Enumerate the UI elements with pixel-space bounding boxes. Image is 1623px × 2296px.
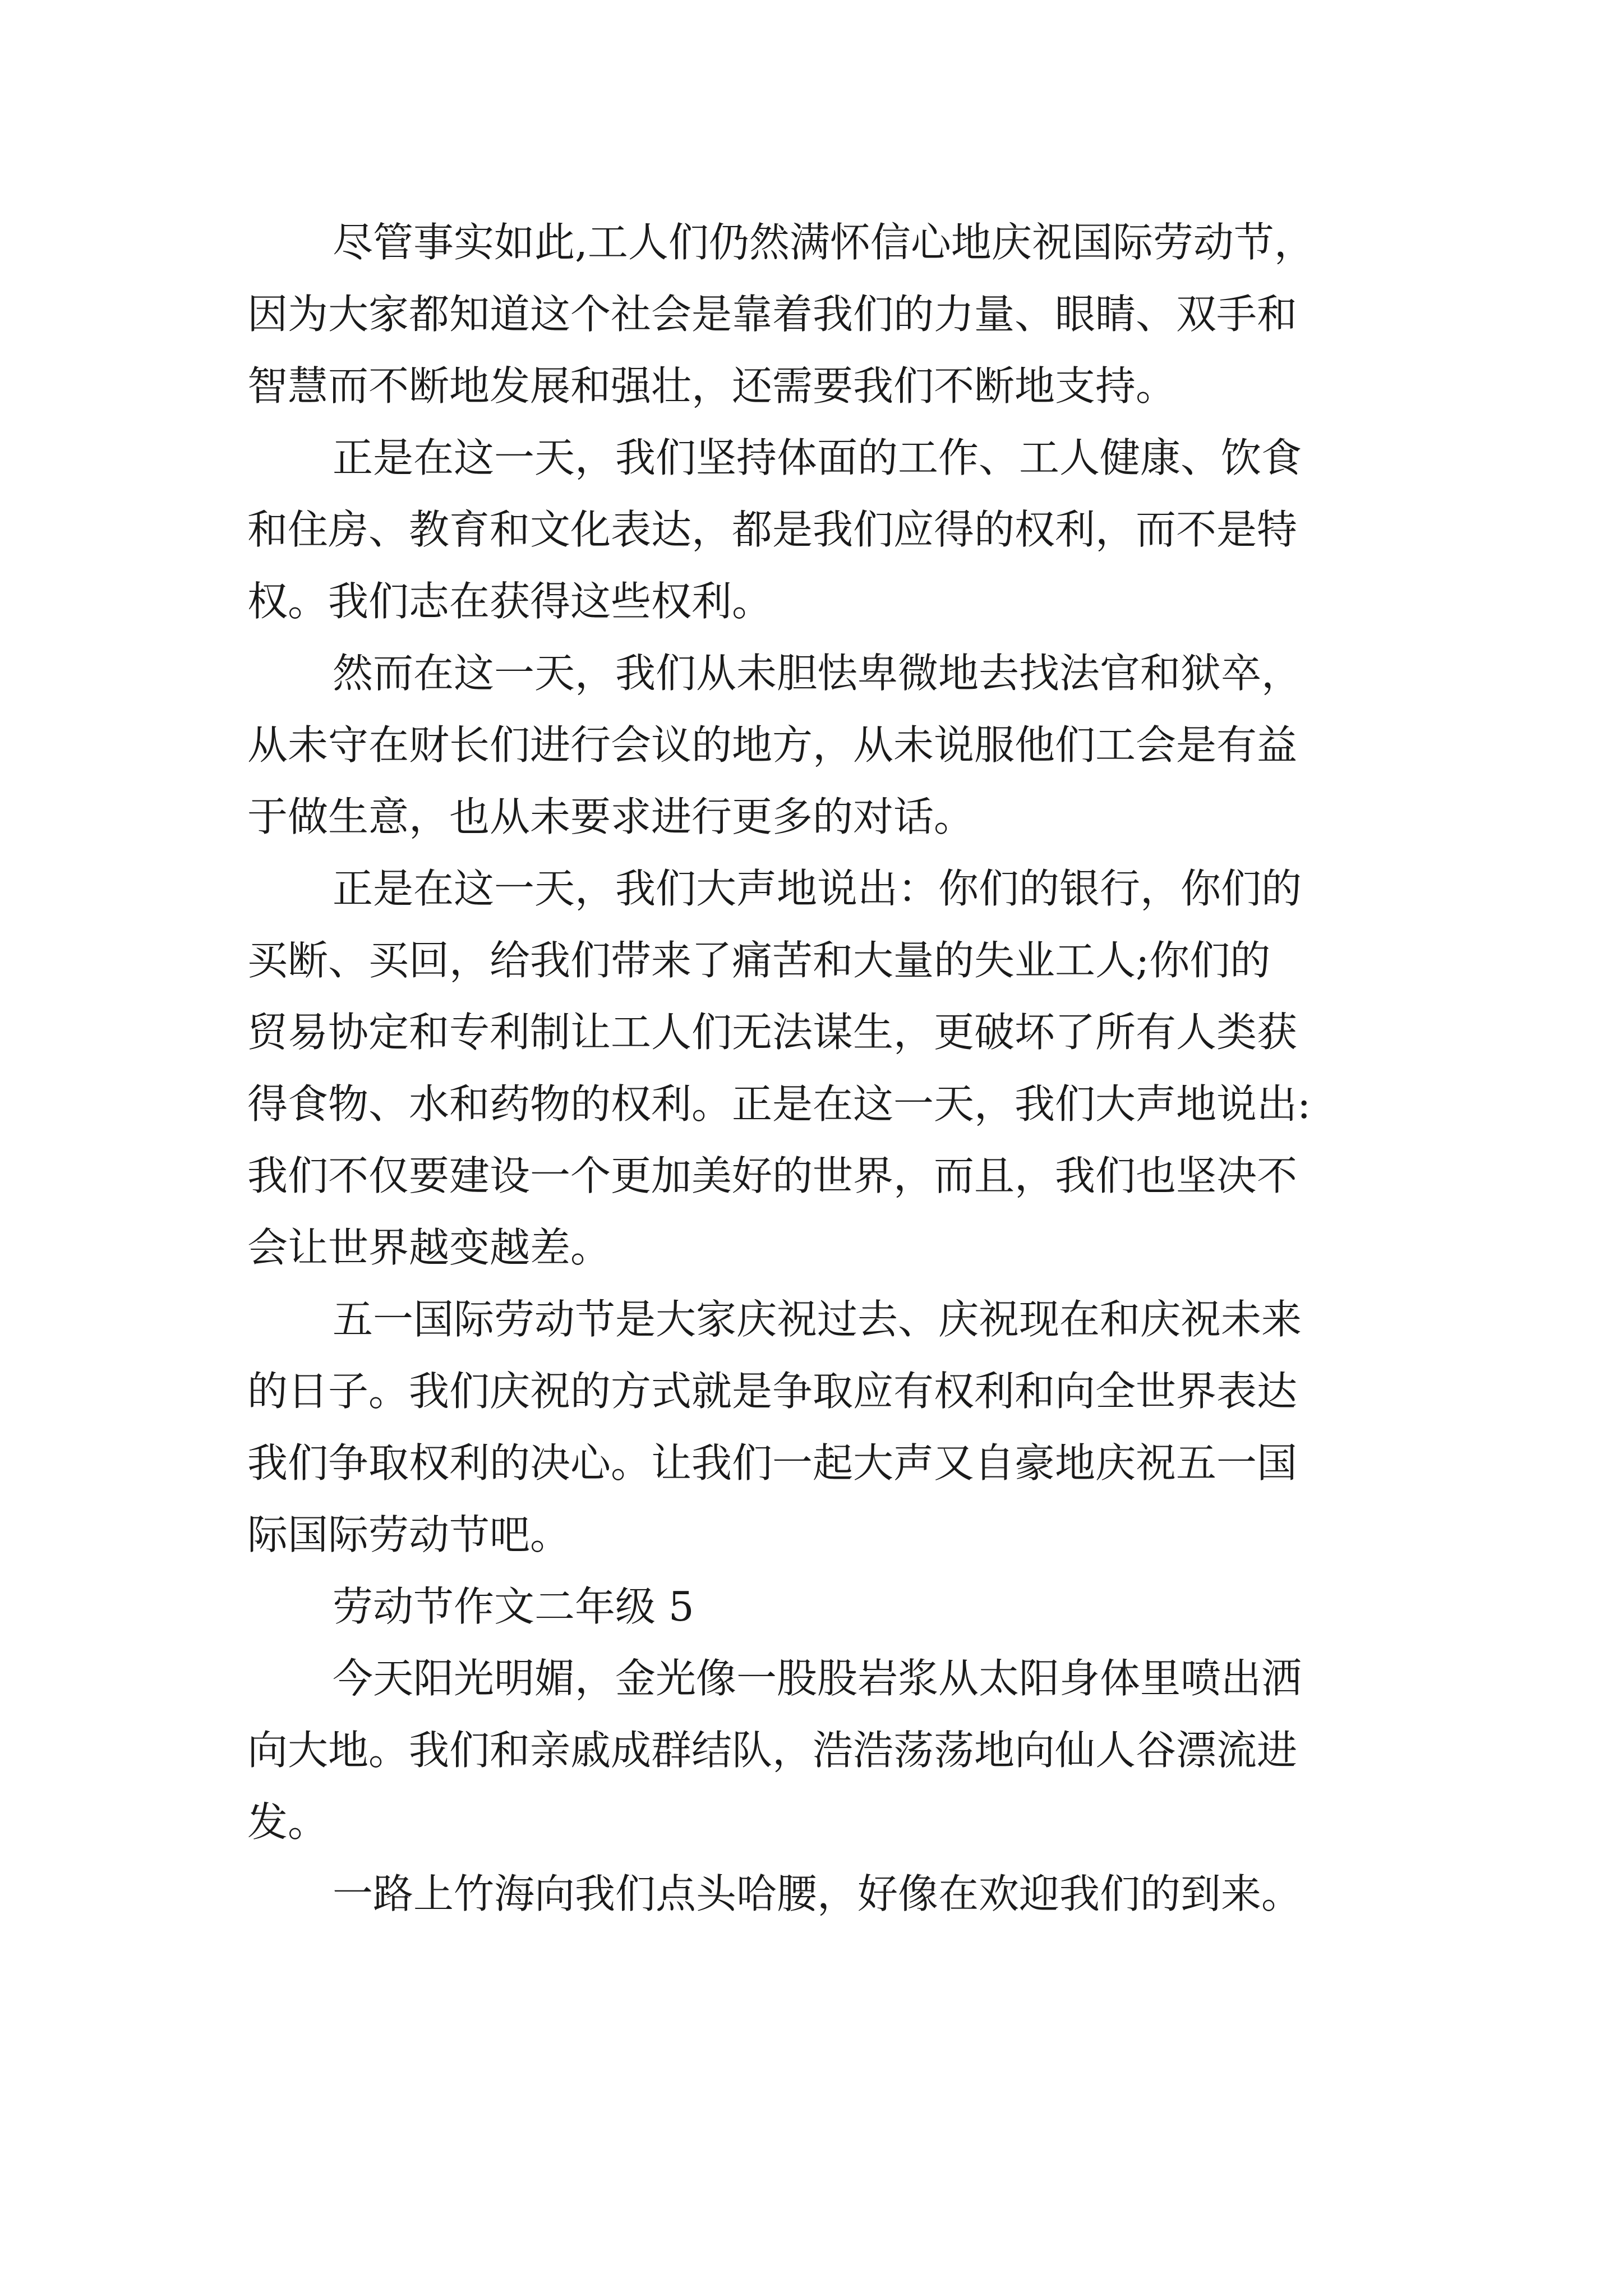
text-line: 然而在这一天，我们从未胆怯卑微地去找法官和狱卒，	[333, 650, 1302, 697]
text-line: 因为大家都知道这个社会是靠着我们的力量、眼睛、双手和	[247, 291, 1298, 338]
text-line: 买断、买回，给我们带来了痛苦和大量的失业工人;你们的	[247, 937, 1271, 984]
text-line: 于做生意，也从未要求进行更多的对话。	[247, 793, 975, 840]
text-line: 我们争取权利的决心。让我们一起大声又自豪地庆祝五一国	[247, 1439, 1298, 1487]
text-line: 我们不仅要建设一个更加美好的世界，而且，我们也坚决不	[247, 1152, 1298, 1199]
text-line: 贸易协定和专利制让工人们无法谋生，更破坏了所有人类获	[247, 1009, 1298, 1056]
text-line: 从未守在财长们进行会议的地方，从未说服他们工会是有益	[247, 721, 1298, 769]
text-line: 和住房、教育和文化表达，都是我们应得的权利，而不是特	[247, 506, 1298, 553]
text-line: 发。	[247, 1798, 329, 1846]
text-line: 正是在这一天，我们坚持体面的工作、工人健康、饮食	[333, 434, 1302, 481]
text-line: 正是在这一天，我们大声地说出：你们的银行，你们的	[333, 865, 1302, 912]
text-line: 权。我们志在获得这些权利。	[247, 578, 773, 625]
text-line: 得食物、水和药物的权利。正是在这一天，我们大声地说出:	[247, 1080, 1311, 1128]
document-body	[247, 206, 1397, 1930]
text-line: 一路上竹海向我们点头哈腰，好像在欢迎我们的到来。	[333, 1870, 1302, 1917]
text-line: 会让世界越变越差。	[247, 1224, 611, 1271]
text-line: 智慧而不断地发展和强壮，还需要我们不断地支持。	[247, 362, 1177, 409]
text-line: 今天阳光明媚，金光像一股股岩浆从太阳身体里喷出洒	[333, 1655, 1302, 1702]
text-line: 际国际劳动节吧。	[247, 1511, 571, 1558]
text-line: 尽管事实如此,工人们仍然满怀信心地庆祝国际劳动节，	[333, 219, 1315, 266]
text-line: 五一国际劳动节是大家庆祝过去、庆祝现在和庆祝未来	[333, 1296, 1302, 1343]
section-heading: 劳动节作文二年级 5	[333, 1583, 694, 1630]
text-line: 向大地。我们和亲戚成群结队，浩浩荡荡地向仙人谷漂流进	[247, 1727, 1298, 1774]
text-line: 的日子。我们庆祝的方式就是争取应有权利和向全世界表达	[247, 1368, 1298, 1415]
